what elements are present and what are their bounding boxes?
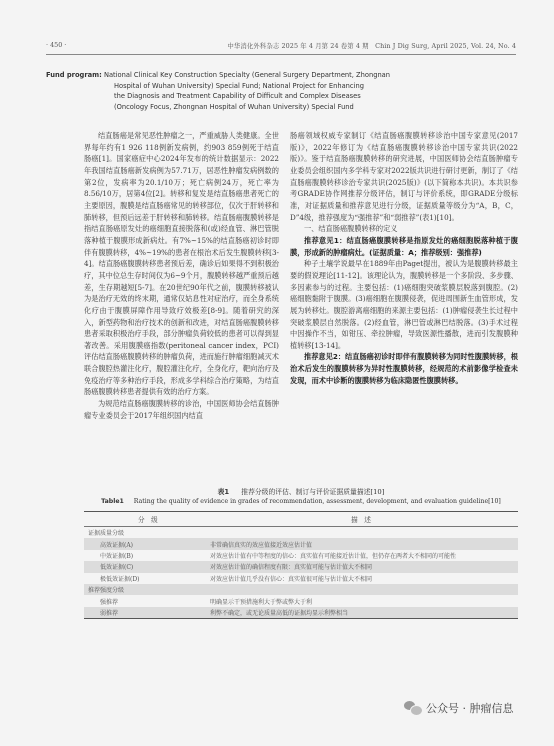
table-body — [84, 527, 518, 618]
fund-label: Fund program: — [46, 71, 102, 79]
table-cell-description: 明确显示干预措施利大于弊或弊大于利 — [210, 598, 313, 606]
left-column — [84, 130, 279, 421]
table-cell-grade: 低效证据(C) — [100, 564, 134, 572]
running-header — [46, 38, 516, 52]
right-column — [290, 130, 518, 386]
table-caption-en: Rating the quality of evidence in grades of recommendation, assessment, development, and evaluation guideline[10] — [133, 498, 501, 505]
table-number-en: Table1 — [101, 498, 124, 505]
watermark — [404, 700, 514, 716]
table-cell-description: 利弊不确定，或无论质量高低的证据均显示利弊相当 — [210, 609, 349, 617]
intro-paragraph: 结直肠癌是常见恶性肿瘤之一，严重威胁人类健康。全世界每年约有1 926 118例新发病例，约903 859例死于结直肠癌[1]。国家癌症中心2024年发布的统计数据显示：2022年我国结直肠癌新发病例为57.71万，居恶性肿瘤发病例数的第2位，发病率为20.1/10万；死亡病例24万，死亡率为8.56/10万，居第4位[2]。转移和复发是结直肠癌患者死亡的主要原因，腹膜是结直肠癌常见的转移部位，仅次于肝转移和肺转移，但预后远差于肝转移和肺转移。结直肠癌腹膜转移是指结直肠癌原发灶的癌细胞直接脱落和(或)经血管、淋巴管脱落种植于腹膜形成新病灶。有7%~15%的结直肠癌初诊时即伴有腹膜转移，4%~19%的患者在根治术后发生腹膜转移[3-4]。结直肠癌腹膜转移患者预后差，确诊后如果得不到积极治疗，其中位总生存时间仅为6~9个月，腹膜转移越严重预后越差，生存期越短[5-7]。在20世纪90年代之前，腹膜转移被认为是治疗无效的终末期，通常仅姑息性对症治疗，而全身系统化疗由于腹膜屏障作用导致疗效极差[8-9]。随着研究的深入，新型药物和治疗技术的创新和改进，对结直肠癌腹膜转移患者采取积极治疗手段，部分肿瘤负荷较低的患者可以得到显著改善。采用腹膜癌指数(peritoneal cancer index，PCI)评估结直肠癌腹膜转移的肿瘤负荷，进而施行肿瘤细胞减灭术联合腹腔热灌注化疗，腹腔灌注化疗，全身化疗，靶向治疗及免疫治疗等多种治疗手段，形成多学科综合治疗策略，为结直肠癌腹膜转移患者提供有效的治疗方案。 — [84, 131, 279, 397]
fund-line-1: National Clinical Key Construction Specialty (General Surgery Department, Zhongnan — [103, 71, 391, 79]
watermark-text: 公众号 · 肿瘤信息 — [426, 702, 514, 715]
table-cell-description: 非常确信真实的效应值接近效应估计值 — [210, 541, 313, 549]
table-row — [84, 595, 518, 606]
table-row — [84, 584, 518, 595]
journal-en: Chin J Dig Surg, April 2025, Vol. 24, No. 4 — [375, 41, 516, 50]
table-row — [84, 607, 518, 618]
fund-line-2: Hospital of Wuhan University) Special Fund; National Project for Enhancing — [114, 81, 364, 90]
table-row — [84, 561, 518, 572]
section-heading: 一、结直肠癌腹膜转移的定义 — [304, 224, 398, 234]
table-cell-grade: 弱推荐 — [100, 609, 119, 617]
recommendation-2: 推荐意见2：结直肠癌初诊时即伴有腹膜转移为同时性腹膜转移，根治术后发生的腹膜转移为异时性腹膜转移，经规范的术前影像学检查未发现，而术中诊断的腹膜转移为临床隐匿性腹膜转移。 — [290, 352, 518, 385]
consensus-paragraph-start: 为规范结直肠癌腹膜转移的诊治，中国医师协会结直肠肿瘤专业委员会于2017年组织国内结直 — [84, 399, 279, 420]
journal-citation — [227, 41, 516, 50]
table-row — [84, 550, 518, 561]
table-cell-grade: 推荐强度分级 — [88, 587, 125, 595]
column-header-description: 描 述 — [351, 516, 371, 524]
recommendation-1: 推荐意见1：结直肠癌腹膜转移是指原发灶的癌细胞脱落种植于腹膜，形成新的肿瘤病灶。(证据质量：A；推荐级别：强推荐) — [290, 235, 518, 257]
page-number: · 450 · — [46, 41, 67, 49]
table-row — [84, 573, 518, 584]
fund-program — [46, 70, 516, 112]
table-caption-cn: 推荐分级的评估、制订与评价证据质量描述[10] — [241, 488, 385, 496]
fund-line-4: (Oncology Focus, Zhongnan Hospital of Wuhan University) Special Fund — [114, 102, 354, 111]
table-title-en — [84, 498, 518, 505]
column-header-grade: 分 级 — [138, 516, 158, 524]
journal-cn: 中华消化外科杂志 2025 年 4 月第 24 卷第 4 期 — [227, 41, 369, 50]
table-row — [84, 527, 518, 538]
table-cell-description: 对效应估计值有中等程度的信心：真实值有可能接近估计值，但仍存在两者大不相同的可能性 — [210, 552, 457, 560]
table-row — [84, 538, 518, 549]
header-rule — [46, 54, 516, 55]
fund-line-3: the Diagnosis and Treatment Capability of Difficult and Complex Diseases — [114, 92, 361, 101]
table-cell-description: 对效应估计值几乎没有信心：真实值很可能与估计值大不相同 — [210, 575, 373, 583]
evidence-grade-table — [84, 511, 518, 619]
table-cell-grade: 极低效证据(D) — [100, 575, 140, 583]
table-number-cn: 表1 — [217, 488, 230, 496]
table-cell-grade: 证据质量分级 — [88, 530, 125, 538]
table-cell-grade: 中效证据(B) — [100, 552, 134, 560]
wechat-icon — [404, 701, 422, 715]
table-cell-grade: 高效证据(A) — [100, 541, 134, 549]
table-title-cn — [84, 486, 518, 496]
table-cell-description: 对效应估计值的确信程度有限：真实值可能与估计值大不相同 — [210, 564, 373, 572]
table-header-row — [84, 512, 518, 527]
consensus-paragraph-continued: 肠癌领域权威专家制订《结直肠癌腹膜转移诊治中国专家意见(2017版)》，2022年修订为《结直肠癌腹膜转移诊治中国专家共识(2022版)》。鉴于结直肠癌腹膜转移的研究进展，中国医师协会结直肠肿瘤专业委员会组织国内多学科专家对2022版共识进行研讨更新，制订了《结直肠癌腹膜转移诊治专家共识(2025版)》(以下简称本共识)。本共识参考GRADE协作网推荐分级评估，制订与评价系统，即GRADE分级标准，对证据质量和推荐意见进行分级，证据质量等级分为“A，B，C，D”4级，推荐强度为“强推荐”和“弱推荐”(表1)[10]。 — [290, 131, 518, 222]
seed-soil-paragraph: 种子土壤学说最早在1889年由Paget提出，被认为是腹膜转移最主要的假说理论[11-12]。该理论认为，腹膜转移是一个多阶段、多步骤、多因素参与的过程。主要包括：(1)癌细胞突破浆膜层脱落到腹腔。(2)癌细胞黏附于腹膜。(3)癌细胞在腹膜侵袭，促进周围新生血管形成，发展为转移灶。腹腔游离癌细胞的来源主要包括：(1)肿瘤侵袭生长过程中突破浆膜层自然脱落。(2)经血管，淋巴管或淋巴结脱落。(3)手术过程中因操作不当，如钳压、牵拉肿瘤，导致医源性播散，进而引发腹膜种植转移[13-14]。 — [290, 259, 518, 350]
table-cell-grade: 强推荐 — [100, 598, 119, 606]
